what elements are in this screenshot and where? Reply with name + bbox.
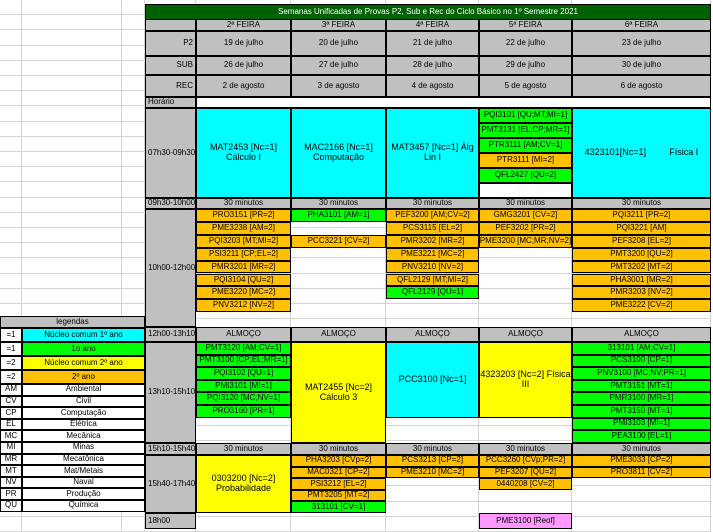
grid-cell[interactable] bbox=[22, 289, 122, 304]
date-sub: 30 de julho bbox=[572, 56, 711, 75]
grid-cell[interactable] bbox=[0, 152, 22, 167]
exam-block[interactable]: MAT2453 [Nc=1] Cálculo I bbox=[196, 108, 291, 198]
grid-cell[interactable] bbox=[479, 426, 572, 441]
grid-cell[interactable] bbox=[0, 228, 22, 243]
legend-label: Núcleo comum 1º ano bbox=[22, 328, 145, 342]
grid-cell[interactable] bbox=[0, 289, 22, 304]
exam-item[interactable]: PTR3111 [MI=2] bbox=[479, 153, 572, 168]
exam-item[interactable]: QFL2427 [QU=2] bbox=[479, 168, 572, 183]
exam-item[interactable]: PMT3200 [QU=2] bbox=[572, 248, 711, 261]
exam-item[interactable]: PCS3213 [CP=2] bbox=[386, 455, 479, 467]
exam-item[interactable]: PRO3811 [CV=2] bbox=[572, 467, 711, 479]
time-break-2: 15h10-15h40 bbox=[145, 443, 196, 455]
grid-cell[interactable] bbox=[22, 15, 122, 30]
exam-item[interactable]: PMT3100 [CP;EL;MR=1] bbox=[196, 355, 291, 368]
course-name: Computação bbox=[22, 407, 145, 419]
legend-code: =1 bbox=[0, 342, 22, 356]
course-code: MR bbox=[0, 454, 22, 466]
date-sub: 26 de julho bbox=[196, 56, 291, 75]
grid-cell[interactable] bbox=[22, 76, 122, 91]
grid-cell[interactable] bbox=[22, 198, 122, 213]
row-label-rec: REC bbox=[145, 75, 196, 97]
time-slot-1: 07h30-09h30 bbox=[145, 108, 196, 198]
time-lunch: 12h00-13h10 bbox=[145, 327, 196, 342]
grid-cell[interactable] bbox=[22, 122, 122, 137]
exam-item[interactable]: PME3222 [CV=2] bbox=[572, 299, 711, 312]
grid-cell[interactable] bbox=[22, 61, 122, 76]
exam-item[interactable]: 0440208 [CV=2] bbox=[479, 478, 572, 490]
lunch-cell: ALMOÇO bbox=[386, 327, 479, 342]
exam-item[interactable]: GMG3201 [CV=2] bbox=[479, 209, 572, 222]
grid-cell[interactable] bbox=[22, 91, 122, 106]
grid-cell[interactable] bbox=[122, 198, 145, 213]
break-cell: 30 minutos bbox=[291, 198, 386, 209]
break-cell: 30 minutos bbox=[386, 443, 479, 455]
exam-item[interactable]: PQI3203 [MT;MI=2] bbox=[196, 235, 291, 248]
exam-item[interactable]: PME3220 [MC=2] bbox=[196, 286, 291, 299]
grid-cell[interactable] bbox=[122, 167, 145, 182]
grid-cell[interactable] bbox=[291, 274, 386, 289]
grid-cell[interactable] bbox=[386, 502, 479, 517]
break-cell: 30 minutos bbox=[479, 443, 572, 455]
date-rec: 5 de agosto bbox=[479, 75, 572, 97]
course-code: MC bbox=[0, 430, 22, 442]
exam-item[interactable]: PQI3101 [QU;MT;MI=1] bbox=[479, 108, 572, 123]
date-rec: 2 de agosto bbox=[196, 75, 291, 97]
legend-label: Núcleo comum 2º ano bbox=[22, 356, 145, 370]
exam-item[interactable]: PME3221 [MC=2] bbox=[386, 248, 479, 261]
grid-cell[interactable] bbox=[479, 304, 572, 319]
date-p2: 22 de julho bbox=[479, 31, 572, 56]
legend-label: 2º ano bbox=[22, 370, 145, 384]
grid-cell[interactable] bbox=[0, 198, 22, 213]
exam-item[interactable]: PRO3160 [PR=1] bbox=[196, 405, 291, 418]
date-rec: 3 de agosto bbox=[291, 75, 386, 97]
grid-cell[interactable] bbox=[122, 15, 145, 30]
exam-item[interactable]: PEF3208 [EL=2] bbox=[572, 235, 711, 248]
grid-cell[interactable] bbox=[122, 274, 145, 289]
grid-cell[interactable] bbox=[122, 152, 145, 167]
date-p2: 21 de julho bbox=[386, 31, 479, 56]
grid-cell[interactable] bbox=[22, 167, 122, 182]
grid-cell[interactable] bbox=[386, 486, 479, 501]
legend-label: 1o ano bbox=[22, 342, 145, 356]
grid-cell[interactable] bbox=[22, 228, 122, 243]
exam-item[interactable]: PMR3203 [NV=2] bbox=[572, 286, 711, 299]
grid-cell[interactable] bbox=[122, 122, 145, 137]
exam-item[interactable]: PHA3001 [MR=2] bbox=[572, 274, 711, 287]
course-name: Naval bbox=[22, 477, 145, 489]
grid-cell[interactable] bbox=[291, 258, 386, 273]
grid-cell[interactable] bbox=[122, 228, 145, 243]
exam-item[interactable]: PQI3221 [AM] bbox=[572, 222, 711, 235]
date-rec: 4 de agosto bbox=[386, 75, 479, 97]
exam-item[interactable]: PHA3101 [AM=1] bbox=[291, 209, 386, 222]
grid-cell[interactable] bbox=[22, 0, 122, 15]
day-header: 2ª FEIRA bbox=[196, 19, 291, 31]
grid-cell[interactable] bbox=[572, 517, 711, 532]
exam-item[interactable]: PME3238 [AM=2] bbox=[196, 222, 291, 235]
exam-item[interactable]: PEF3202 [PR=2] bbox=[479, 222, 572, 235]
course-name: Ambiental bbox=[22, 384, 145, 396]
grid-cell[interactable] bbox=[0, 258, 22, 273]
course-code: EL bbox=[0, 419, 22, 431]
exam-item[interactable]: QFL2129 [QU=1] bbox=[386, 286, 479, 299]
grid-cell[interactable] bbox=[22, 274, 122, 289]
break-cell: 30 minutos bbox=[196, 198, 291, 209]
legend-code: =1 bbox=[0, 328, 22, 342]
exam-item[interactable]: PSI3212 [EL=2] bbox=[291, 478, 386, 490]
grid-cell[interactable] bbox=[196, 517, 291, 532]
date-p2: 23 de julho bbox=[572, 31, 711, 56]
grid-cell[interactable] bbox=[0, 243, 22, 258]
row-label-p2: P2 bbox=[145, 31, 196, 56]
grid-cell[interactable] bbox=[479, 258, 572, 273]
grid-cell[interactable] bbox=[122, 46, 145, 61]
time-slot-4: 15h40-17h40 bbox=[145, 455, 196, 513]
break-cell: 30 minutos bbox=[572, 198, 711, 209]
exam-item[interactable]: QFL2129 [MT;MI=2] bbox=[386, 274, 479, 287]
exam-item[interactable]: PMT3202 [MT=2] bbox=[572, 261, 711, 274]
course-code: CP bbox=[0, 407, 22, 419]
grid-cell[interactable] bbox=[0, 274, 22, 289]
grid-cell[interactable] bbox=[196, 426, 291, 441]
exam-item[interactable]: PME3033 [CP=2] bbox=[572, 455, 711, 467]
course-name: Química bbox=[22, 500, 145, 512]
course-code: MI bbox=[0, 442, 22, 454]
horario-label: Horário bbox=[145, 97, 196, 108]
course-code: MT bbox=[0, 465, 22, 477]
exam-block[interactable]: MAT2455 [Nc=2] Cálculo 3 bbox=[291, 342, 386, 443]
exam-item[interactable]: PMT3120 [AM;CV=1] bbox=[196, 342, 291, 355]
break-cell: 30 minutos bbox=[479, 198, 572, 209]
exam-item[interactable]: PMR3100 [MR=1] bbox=[572, 392, 711, 405]
exam-item[interactable]: PMT3205 [MT=2] bbox=[291, 490, 386, 502]
exam-item[interactable]: PCS3115 [EL=2] bbox=[386, 222, 479, 235]
grid-cell[interactable] bbox=[22, 46, 122, 61]
exam-item[interactable]: PMR3201 [MR=2] bbox=[196, 261, 291, 274]
grid-cell[interactable] bbox=[122, 182, 145, 197]
exam-item[interactable]: PMT3150 [MT=1] bbox=[572, 405, 711, 418]
exam-block[interactable]: 0303200 [Nc=2] Probabilidade bbox=[196, 455, 291, 513]
grid-cell[interactable] bbox=[386, 304, 479, 319]
lunch-cell: ALMOÇO bbox=[572, 327, 711, 342]
exam-item[interactable]: PNV3100 [MC;NV;PR=1] bbox=[572, 367, 711, 380]
course-code: AM bbox=[0, 384, 22, 396]
grid-cell[interactable] bbox=[0, 213, 22, 228]
grid-cell[interactable] bbox=[122, 0, 145, 15]
grid-cell[interactable] bbox=[122, 258, 145, 273]
exam-item[interactable]: 313101 [CV=1] bbox=[291, 501, 386, 513]
grid-cell[interactable] bbox=[291, 304, 386, 319]
grid-cell[interactable] bbox=[386, 426, 479, 441]
exam-item[interactable]: PQI3120 [MC;NV=1] bbox=[196, 392, 291, 405]
grid-cell[interactable] bbox=[122, 213, 145, 228]
lunch-cell: ALMOÇO bbox=[291, 327, 386, 342]
break-cell: 30 minutos bbox=[386, 198, 479, 209]
grid-cell[interactable] bbox=[479, 274, 572, 289]
row-label-sub: SUB bbox=[145, 56, 196, 75]
grid-cell[interactable] bbox=[122, 289, 145, 304]
table-title: Semanas Unificadas de Provas P2, Sub e Rec do Ciclo Básico no 1º Semestre 2021 bbox=[145, 4, 711, 20]
grid-cell[interactable] bbox=[0, 61, 22, 76]
grid-cell[interactable] bbox=[0, 76, 22, 91]
grid-cell[interactable] bbox=[122, 106, 145, 121]
exam-item[interactable]: PCC3221 [CV=2] bbox=[291, 235, 386, 248]
exam-item[interactable]: PQI3102 [QU=1] bbox=[196, 367, 291, 380]
time-slot-5: 18h00 bbox=[145, 513, 196, 529]
lunch-cell: ALMOÇO bbox=[479, 327, 572, 342]
exam-item[interactable]: PEA3100 [EL=1] bbox=[572, 430, 711, 443]
horario-row bbox=[196, 97, 711, 108]
grid-cell[interactable] bbox=[122, 517, 145, 532]
legend-title: legendas bbox=[0, 316, 145, 328]
grid-cell[interactable] bbox=[386, 517, 479, 532]
course-code: CV bbox=[0, 396, 22, 408]
exam-item[interactable]: PEF3200 [AM;CV=2] bbox=[386, 209, 479, 222]
exam-item[interactable]: PME3210 [MC=2] bbox=[386, 467, 479, 479]
break-cell: 30 minutos bbox=[572, 443, 711, 455]
exam-item[interactable]: PMR3202 [MR=2] bbox=[386, 235, 479, 248]
grid-cell[interactable] bbox=[22, 258, 122, 273]
course-name: Civil bbox=[22, 396, 145, 408]
grid-cell[interactable] bbox=[0, 0, 22, 15]
course-code: PR bbox=[0, 488, 22, 500]
grid-cell[interactable] bbox=[122, 243, 145, 258]
exam-item[interactable]: PMT3131 [EL;CP;MR=1] bbox=[479, 123, 572, 138]
exam-item[interactable]: PMI3103 [MI=1] bbox=[572, 418, 711, 431]
exam-block[interactable]: PCC3100 [Nc=1] bbox=[386, 342, 479, 418]
course-name: Mecatônica bbox=[22, 454, 145, 466]
day-header: 5ª FEIRA bbox=[479, 19, 572, 31]
exam-item[interactable]: PQI3104 [QU=2] bbox=[196, 274, 291, 287]
grid-cell[interactable] bbox=[22, 182, 122, 197]
exam-item[interactable]: PCS3100 [CP=1] bbox=[572, 355, 711, 368]
grid-cell[interactable] bbox=[22, 106, 122, 121]
exam-item[interactable]: PRO3151 [PR=2] bbox=[196, 209, 291, 222]
grid-cell[interactable] bbox=[572, 486, 711, 501]
course-code: QU bbox=[0, 500, 22, 512]
exam-item[interactable]: PSI3211 [CP;EL=2] bbox=[196, 248, 291, 261]
exam-code: 4323101[Nc=1] bbox=[584, 147, 646, 158]
grid-cell[interactable] bbox=[0, 517, 22, 532]
grid-cell[interactable] bbox=[122, 137, 145, 152]
exam-item[interactable]: PME3200 [MC;MR;NV=2] bbox=[479, 235, 572, 248]
grid-cell[interactable] bbox=[122, 76, 145, 91]
grid-cell[interactable] bbox=[122, 61, 145, 76]
grid-cell[interactable] bbox=[0, 46, 22, 61]
grid-cell[interactable] bbox=[122, 30, 145, 45]
grid-cell[interactable] bbox=[122, 91, 145, 106]
date-sub: 28 de julho bbox=[386, 56, 479, 75]
exam-block[interactable] bbox=[572, 108, 711, 198]
exam-block[interactable]: MAT3457 [Nc=1] Álg Lin I bbox=[386, 108, 479, 198]
break-cell: 30 minutos bbox=[291, 443, 386, 455]
exam-item[interactable]: PMT3151 [MT=1] bbox=[572, 380, 711, 393]
date-rec: 6 de agosto bbox=[572, 75, 711, 97]
grid-cell[interactable] bbox=[0, 137, 22, 152]
empty-cell bbox=[479, 183, 572, 198]
time-break-1: 09h30-10h00 bbox=[145, 198, 196, 209]
grid-cell[interactable] bbox=[22, 213, 122, 228]
legend-code: =2 bbox=[0, 370, 22, 384]
exam-item[interactable]: PHA3203 [CVp=2] bbox=[291, 455, 386, 467]
grid-cell[interactable] bbox=[291, 289, 386, 304]
grid-cell[interactable] bbox=[22, 243, 122, 258]
day-header: 4ª FEIRA bbox=[386, 19, 479, 31]
grid-cell[interactable] bbox=[22, 30, 122, 45]
course-name: Minas bbox=[22, 442, 145, 454]
grid-cell[interactable] bbox=[0, 182, 22, 197]
exam-item[interactable]: PEF3207 [QU=2] bbox=[479, 467, 572, 479]
grid-cell[interactable] bbox=[0, 30, 22, 45]
header-blank bbox=[145, 19, 196, 31]
course-name: Elétrica bbox=[22, 419, 145, 431]
grid-cell[interactable] bbox=[22, 137, 122, 152]
exam-item[interactable]: MAC0321 [CP=2] bbox=[291, 467, 386, 479]
course-name: Mecânica bbox=[22, 430, 145, 442]
grid-cell[interactable] bbox=[22, 152, 122, 167]
date-sub: 27 de julho bbox=[291, 56, 386, 75]
grid-cell[interactable] bbox=[0, 91, 22, 106]
grid-cell[interactable] bbox=[0, 167, 22, 182]
time-slot-3: 13h10-15h10 bbox=[145, 342, 196, 443]
time-slot-2: 10h00-12h00 bbox=[145, 209, 196, 327]
exam-item[interactable]: PME3100 [Reof] bbox=[479, 513, 572, 529]
day-header: 3ª FEIRA bbox=[291, 19, 386, 31]
legend-code: =2 bbox=[0, 356, 22, 370]
course-name: Produção bbox=[22, 488, 145, 500]
day-header: 6ª FEIRA bbox=[572, 19, 711, 31]
exam-name: Física I bbox=[669, 147, 699, 158]
exam-item[interactable]: 313101 [AM;CV=1] bbox=[572, 342, 711, 355]
grid-cell[interactable] bbox=[22, 517, 122, 532]
exam-block[interactable]: MAC2166 [Nc=1] Computação bbox=[291, 108, 386, 198]
date-sub: 29 de julho bbox=[479, 56, 572, 75]
exam-item[interactable]: PNV3210 [NV=2] bbox=[386, 261, 479, 274]
grid-cell[interactable] bbox=[291, 517, 386, 532]
grid-cell[interactable] bbox=[0, 15, 22, 30]
course-code: NV bbox=[0, 477, 22, 489]
break-cell: 30 minutos bbox=[196, 443, 291, 455]
course-name: Mat/Metais bbox=[22, 465, 145, 477]
lunch-cell: ALMOÇO bbox=[196, 327, 291, 342]
exam-item[interactable]: PMI3101 [MI=1] bbox=[196, 380, 291, 393]
exam-item[interactable]: PTR3111 [AM;CV=1] bbox=[479, 138, 572, 153]
exam-item[interactable]: PQI3211 [PR=2] bbox=[572, 209, 711, 222]
grid-cell[interactable] bbox=[572, 502, 711, 517]
date-p2: 19 de julho bbox=[196, 31, 291, 56]
grid-cell[interactable] bbox=[0, 106, 22, 121]
exam-block[interactable]: 4323203 [Nc=2] Física III bbox=[479, 342, 572, 418]
grid-cell[interactable] bbox=[0, 122, 22, 137]
exam-item[interactable]: PNV3212 [NV=2] bbox=[196, 299, 291, 312]
exam-item[interactable]: PCC3260 [CVp;PR=2] bbox=[479, 455, 572, 467]
grid-cell[interactable] bbox=[479, 289, 572, 304]
date-p2: 20 de julho bbox=[291, 31, 386, 56]
